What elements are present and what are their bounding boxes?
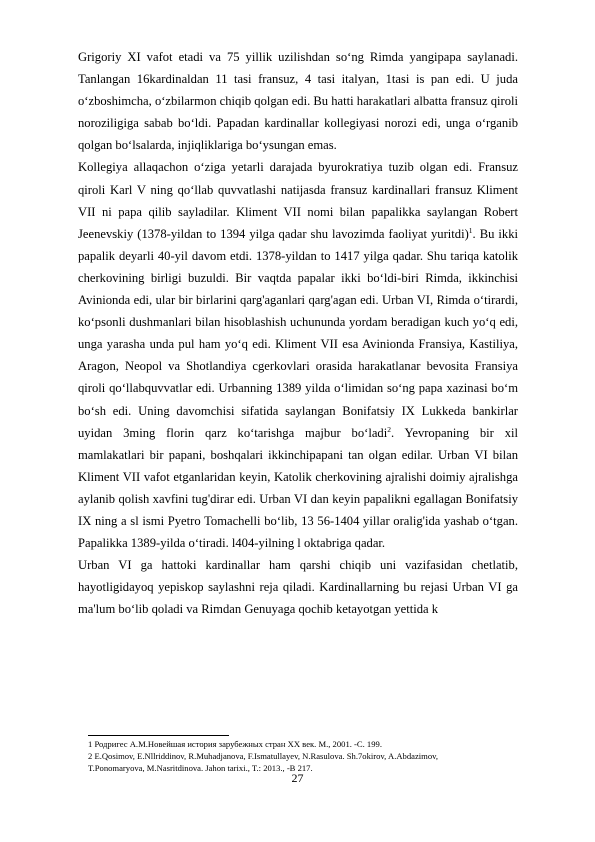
footnote-1: 1 Родригес А.М.Новейшая история зарубежных стран XX век. М., 2001. -С. 199. (88, 739, 382, 749)
footnote-ref-2[interactable]: 2 (387, 424, 391, 434)
footnote-ref-1[interactable]: 1 (468, 225, 473, 235)
paragraph-1: Grigoriy XI vafot etadi va 75 yillik uzilishdan so‘ng Rimda yangipapa saylanadi. Tanlangan 16kardinaldan 11 tasi fransuz, 4 tasi italyan, 1tasi is pan edi. U juda o‘zboshimcha, o‘zbilarmon chiqib qolgan edi. Bu hatti harakatlari albatta fransuz qiroli noroziligiga sabab bo‘ldi. Papadan kardinallar kollegiyasi norozi edi, unga o‘rganib qolgan bo‘lsalarda, injiqliklariga bo‘ysungan emas. (78, 50, 518, 153)
footnotes (88, 738, 528, 774)
paragraph-2-text-c: . Yevropaning bir xil mamlakatlari bir papani, boshqalari ikkinchipapani tan olgan edilar. Urban VI bilan Kliment VII vafot etganlaridan keyin, Katolik cherkovining ajralishi doimiy ajralishga aylanib qolish xavfini tug'dirar edi. Urban VI dan keyin papalikni egallagan Bonifatsiy IX ning a sl ismi Pyetro Tomachelli bo‘lib, 13 56-1404 yillar oralig'ida yashab o‘tgan. Papalikka 1389-yilda o‘tiradi. l404-yilning l oktabriga qadar. (78, 425, 518, 551)
footnote-2-continued: T.Ponomaryova, M.Nasritdinova. Jahon tarixi., T.: 2013., -B 217. (88, 763, 313, 773)
paragraph-2 (78, 156, 518, 554)
footnote-separator (88, 735, 229, 736)
main-text (78, 46, 518, 620)
paragraph-2-text-b: . Bu ikki papalik deyarli 40-yil davom etdi. 1378-yildan to 1417 yilga qadar. Shu tariqa katolik cherkovining birligi buzuldi. Bir vaqtda papalar ikki bo‘ldi-biri Rimda, ikkinchisi Avinionda edi, ular bir birlarini qarg'aganlari qarg'agan edi. Urban VI, Rimda o‘tirardi, ko‘psonli dushmanlari bilan hisoblashish uchununda yordam beradigan kuch yo‘q edi, unga yarasha unda pul ham yo‘q edi. Kliment VII esa Avinionda Fransiya, Kastiliya, Aragon, Neopol va Shotlandiya cgerkovlari orasida harakatlanar bevosita Fransiya qiroli qo‘llabquvvatlar edi. Urbanning 1389 yilda o‘limidan so‘ng papa xazinasi bo‘m bo‘sh edi. Uning davomchisi sifatida saylangan Bonifatsiy IX Lukkeda bankirlar uyidan 3ming florin qarz ko‘tarishga majbur bo‘ladi (78, 226, 519, 440)
paragraph-3: Urban VI ga hattoki kardinallar ham qarshi chiqib uni vazifasidan chetlatib, hayotligidayoq yepiskop saylashni reja qiladi. Kardinallarning bu rejasi Urban VI ga ma'lum bo‘lib qoladi va Rimdan Genuyaga qochib ketayotgan yettida k (78, 558, 518, 617)
paragraph-2-text-a: Kollegiya allaqachon o‘ziga yetarli darajada byurokratiya tuzib olgan edi. Fransuz qiroli Karl V ning qo‘llab quvvatlashi natijasda fransuz kardinallari fransuz Kliment VII ni papa qilib sayladilar. Kliment VII nomi bilan papalikka saylangan Robert Jeenevskiy (1378-yildan to 1394 yilga qadar shu lavozimda faoliyat yuritdi) (78, 160, 518, 241)
footnote-2: 2 E.Qosimov, E.Nllriddinov, R.Muhadjanova, F.Ismatullayev, N.Rasulova. Sh.7okirov, A.Abdazimov, (88, 751, 439, 761)
page-number: 27 (291, 771, 304, 785)
